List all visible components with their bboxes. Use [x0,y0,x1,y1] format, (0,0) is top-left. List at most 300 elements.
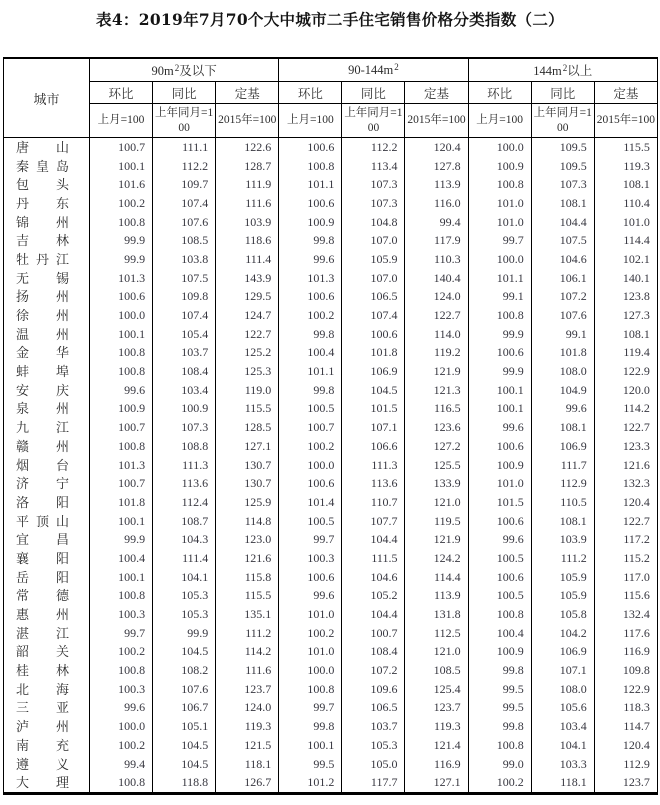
base-header-row [4,104,658,138]
index-value-cell: 119.5 [405,512,468,531]
index-value-cell: 104.6 [342,568,405,587]
index-value-cell: 115.8 [216,568,279,587]
index-value-cell: 108.7 [153,512,216,531]
table-row [4,213,658,232]
city-name: 牡 丹 江 [16,251,69,267]
group-label-suffix: 及以下 [179,64,217,78]
index-value-cell: 101.8 [90,493,153,512]
index-value-cell: 101.1 [279,175,342,194]
index-value-cell: 140.1 [594,269,657,288]
index-value-cell: 99.6 [531,400,594,419]
city-cell [4,680,90,699]
index-value-cell: 122.9 [594,680,657,699]
index-value-cell: 101.1 [468,269,531,288]
index-value-cell: 127.1 [216,437,279,456]
city-cell [4,138,90,157]
index-value-cell: 99.0 [468,755,531,774]
index-value-cell: 100.7 [279,418,342,437]
index-value-cell: 99.4 [405,213,468,232]
index-value-cell: 107.4 [153,194,216,213]
index-value-cell: 115.2 [594,549,657,568]
city-cell [4,493,90,512]
index-value-cell: 100.9 [153,400,216,419]
table-row [4,400,658,419]
index-value-cell: 100.8 [90,362,153,381]
city-name: 岳 阳 [16,569,69,585]
index-value-cell: 117.2 [594,530,657,549]
index-value-cell: 107.4 [153,306,216,325]
metric-header-yoy: 同比 [153,82,216,104]
city-name: 丹 东 [16,195,69,211]
metric-header-fixed-base: 定基 [216,82,279,104]
index-value-cell: 101.3 [279,269,342,288]
base-header-prev-month: 上月=100 [279,104,342,138]
city-name: 遵 义 [16,756,69,772]
index-value-cell: 100.7 [90,418,153,437]
city-cell [4,213,90,232]
index-value-cell: 105.8 [531,605,594,624]
index-value-cell: 143.9 [216,269,279,288]
table-row [4,138,658,157]
index-value-cell: 118.6 [216,231,279,250]
index-value-cell: 100.6 [279,474,342,493]
city-name: 襄 阳 [16,550,69,566]
index-value-cell: 99.8 [468,717,531,736]
index-value-cell: 100.6 [468,344,531,363]
city-cell [4,231,90,250]
table-row [4,456,658,475]
index-value-cell: 100.2 [279,624,342,643]
index-value-cell: 107.0 [342,269,405,288]
index-value-cell: 100.4 [468,624,531,643]
index-value-cell: 111.4 [153,549,216,568]
index-value-cell: 107.1 [342,418,405,437]
index-value-cell: 99.6 [90,381,153,400]
index-value-cell: 99.7 [468,231,531,250]
table-row [4,717,658,736]
index-value-cell: 108.5 [405,661,468,680]
index-value-cell: 115.5 [216,400,279,419]
city-name: 包 头 [16,177,69,193]
index-value-cell: 119.4 [594,344,657,363]
city-cell [4,250,90,269]
index-value-cell: 100.6 [279,138,342,157]
index-value-cell: 107.2 [531,288,594,307]
index-value-cell: 107.3 [342,175,405,194]
index-value-cell: 117.9 [405,231,468,250]
index-value-cell: 100.0 [468,250,531,269]
city-name: 无 锡 [16,270,69,286]
index-value-cell: 99.8 [279,325,342,344]
index-value-cell: 112.9 [594,755,657,774]
index-value-cell: 123.8 [594,288,657,307]
index-value-cell: 100.7 [342,624,405,643]
index-value-cell: 111.7 [531,456,594,475]
metric-header-row [4,82,658,104]
city-cell [4,175,90,194]
index-value-cell: 101.4 [279,493,342,512]
city-cell [4,736,90,755]
index-value-cell: 108.2 [153,661,216,680]
index-value-cell: 100.1 [90,325,153,344]
index-value-cell: 100.6 [279,568,342,587]
index-value-cell: 105.6 [531,699,594,718]
index-value-cell: 130.7 [216,456,279,475]
table-body [4,138,658,794]
index-value-cell: 105.3 [342,736,405,755]
index-value-cell: 104.4 [342,530,405,549]
city-name: 桂 林 [16,663,69,679]
index-value-cell: 104.5 [153,643,216,662]
city-cell [4,362,90,381]
index-value-cell: 99.9 [90,530,153,549]
index-value-cell: 105.3 [153,587,216,606]
index-value-cell: 118.3 [594,699,657,718]
index-value-cell: 124.7 [216,306,279,325]
index-value-cell: 99.8 [279,717,342,736]
index-value-cell: 100.0 [90,717,153,736]
index-value-cell: 104.9 [531,381,594,400]
city-column-header: 城市 [4,58,90,138]
index-value-cell: 114.4 [405,568,468,587]
index-value-cell: 111.4 [216,250,279,269]
city-cell [4,568,90,587]
index-value-cell: 117.6 [594,624,657,643]
index-value-cell: 106.5 [342,699,405,718]
index-value-cell: 113.6 [153,474,216,493]
index-value-cell: 107.5 [531,231,594,250]
index-value-cell: 105.0 [342,755,405,774]
index-value-cell: 127.3 [594,306,657,325]
index-value-cell: 122.7 [216,325,279,344]
table-row [4,344,658,363]
index-value-cell: 101.5 [342,400,405,419]
index-value-cell: 108.1 [531,512,594,531]
index-value-cell: 113.9 [405,175,468,194]
index-value-cell: 99.9 [90,250,153,269]
index-value-cell: 100.0 [279,661,342,680]
index-value-cell: 140.4 [405,269,468,288]
index-value-cell: 127.8 [405,157,468,176]
city-name: 三 亚 [16,700,69,716]
page-title: 表4：2019年7月70个大中城市二手住宅销售价格分类指数（二） [96,10,564,29]
group-header-90-144 [279,58,468,82]
city-name: 韶 关 [16,644,69,660]
index-value-cell: 114.7 [594,717,657,736]
index-value-cell: 115.5 [594,138,657,157]
index-value-cell: 100.2 [90,643,153,662]
table-row [4,699,658,718]
index-value-cell: 107.5 [153,269,216,288]
city-cell [4,288,90,307]
index-value-cell: 105.9 [531,568,594,587]
index-value-cell: 100.1 [468,400,531,419]
index-value-cell: 100.1 [90,568,153,587]
city-name: 唐 山 [16,139,69,155]
city-name: 大 理 [16,775,69,791]
index-value-cell: 113.9 [405,587,468,606]
index-value-cell: 100.8 [279,157,342,176]
index-value-cell: 101.6 [90,175,153,194]
index-value-cell: 100.2 [90,736,153,755]
index-value-cell: 119.0 [216,381,279,400]
index-value-cell: 121.6 [594,456,657,475]
index-value-cell: 121.6 [216,549,279,568]
index-value-cell: 104.2 [531,624,594,643]
index-value-cell: 100.8 [468,306,531,325]
index-value-cell: 99.1 [468,288,531,307]
index-value-cell: 122.7 [594,512,657,531]
index-value-cell: 104.6 [531,250,594,269]
index-value-cell: 104.3 [153,530,216,549]
index-value-cell: 121.0 [405,643,468,662]
index-value-cell: 100.7 [90,474,153,493]
index-value-cell: 108.4 [342,643,405,662]
index-value-cell: 103.4 [153,381,216,400]
index-value-cell: 108.1 [531,418,594,437]
index-value-cell: 107.4 [342,306,405,325]
index-value-cell: 105.2 [342,587,405,606]
index-value-cell: 114.0 [405,325,468,344]
index-value-cell: 128.7 [216,157,279,176]
metric-header-mom: 环比 [468,82,531,104]
index-value-cell: 99.6 [468,418,531,437]
city-name: 济 宁 [16,476,69,492]
city-cell [4,474,90,493]
index-value-cell: 122.7 [405,306,468,325]
index-value-cell: 99.7 [279,699,342,718]
price-index-table [3,57,658,795]
table-row [4,736,658,755]
city-name: 宜 昌 [16,532,69,548]
table-row [4,418,658,437]
superscript-2: 2 [174,63,180,73]
index-value-cell: 112.2 [153,157,216,176]
city-name: 吉 林 [16,233,69,249]
index-value-cell: 117.7 [342,773,405,793]
index-value-cell: 101.0 [468,194,531,213]
index-value-cell: 99.9 [153,624,216,643]
index-value-cell: 100.9 [279,213,342,232]
index-value-cell: 121.5 [216,736,279,755]
index-value-cell: 107.3 [531,175,594,194]
index-value-cell: 120.4 [405,138,468,157]
index-value-cell: 100.6 [468,512,531,531]
index-value-cell: 100.6 [342,325,405,344]
city-cell [4,269,90,288]
index-value-cell: 125.3 [216,362,279,381]
city-cell [4,381,90,400]
city-cell [4,418,90,437]
base-header-prev-month: 上月=100 [468,104,531,138]
index-value-cell: 109.5 [531,138,594,157]
index-value-cell: 114.2 [594,400,657,419]
index-value-cell: 106.5 [342,288,405,307]
index-value-cell: 105.4 [153,325,216,344]
index-value-cell: 100.6 [90,288,153,307]
city-cell [4,699,90,718]
index-value-cell: 100.8 [90,437,153,456]
index-value-cell: 99.6 [279,587,342,606]
table-row [4,773,658,793]
city-cell [4,530,90,549]
index-value-cell: 100.5 [468,587,531,606]
index-value-cell: 100.1 [90,512,153,531]
index-value-cell: 105.3 [153,605,216,624]
index-value-cell: 99.9 [468,325,531,344]
index-value-cell: 99.5 [468,699,531,718]
base-header-prev-year: 上年同月=100 [153,104,216,138]
index-value-cell: 100.9 [468,643,531,662]
index-value-cell: 115.5 [216,587,279,606]
index-value-cell: 124.2 [405,549,468,568]
index-value-cell: 111.3 [342,456,405,475]
index-value-cell: 99.6 [90,699,153,718]
city-cell [4,587,90,606]
base-header-prev-month: 上月=100 [90,104,153,138]
group-header-90-and-below [90,58,279,82]
index-value-cell: 111.6 [216,194,279,213]
index-value-cell: 104.1 [531,736,594,755]
table-row [4,530,658,549]
index-value-cell: 100.4 [90,549,153,568]
index-value-cell: 105.9 [531,587,594,606]
table-row [4,362,658,381]
index-value-cell: 107.0 [342,231,405,250]
index-value-cell: 105.9 [342,250,405,269]
city-name: 徐 州 [16,308,69,324]
metric-header-fixed-base: 定基 [594,82,657,104]
index-value-cell: 107.7 [342,512,405,531]
index-value-cell: 126.7 [216,773,279,793]
index-value-cell: 99.8 [468,661,531,680]
index-value-cell: 100.1 [279,736,342,755]
city-name: 北 海 [16,681,69,697]
index-value-cell: 120.4 [594,493,657,512]
city-cell [4,344,90,363]
index-value-cell: 100.1 [468,381,531,400]
index-value-cell: 101.3 [90,456,153,475]
index-value-cell: 123.7 [216,680,279,699]
index-value-cell: 116.5 [405,400,468,419]
index-value-cell: 111.6 [216,661,279,680]
index-value-cell: 120.4 [594,736,657,755]
index-value-cell: 101.0 [468,213,531,232]
index-value-cell: 103.8 [153,250,216,269]
index-value-cell: 112.4 [153,493,216,512]
index-value-cell: 100.0 [468,138,531,157]
city-cell [4,717,90,736]
index-value-cell: 125.5 [405,456,468,475]
index-value-cell: 111.2 [216,624,279,643]
index-value-cell: 116.9 [594,643,657,662]
index-value-cell: 103.7 [342,717,405,736]
index-value-cell: 106.9 [531,437,594,456]
index-value-cell: 108.1 [531,194,594,213]
index-value-cell: 101.1 [279,362,342,381]
table-row [4,643,658,662]
index-value-cell: 129.5 [216,288,279,307]
group-label-suffix: 以上 [567,64,593,78]
city-name: 平 顶 山 [16,513,69,529]
city-cell [4,194,90,213]
index-value-cell: 100.3 [279,549,342,568]
table-row [4,568,658,587]
index-value-cell: 135.1 [216,605,279,624]
index-value-cell: 100.6 [468,568,531,587]
index-value-cell: 125.2 [216,344,279,363]
index-value-cell: 114.8 [216,512,279,531]
index-value-cell: 100.8 [90,344,153,363]
city-name: 秦 皇 岛 [16,158,69,174]
index-value-cell: 118.1 [531,773,594,793]
index-value-cell: 101.8 [342,344,405,363]
table-row [4,194,658,213]
index-value-cell: 100.3 [90,680,153,699]
index-value-cell: 113.4 [342,157,405,176]
index-value-cell: 115.6 [594,587,657,606]
city-name: 蚌 埠 [16,364,69,380]
index-value-cell: 99.8 [279,381,342,400]
city-name: 赣 州 [16,438,69,454]
table-row [4,306,658,325]
city-cell [4,773,90,793]
index-value-cell: 123.7 [594,773,657,793]
city-name: 洛 阳 [16,494,69,510]
index-value-cell: 108.1 [594,325,657,344]
index-value-cell: 106.1 [531,269,594,288]
index-value-cell: 123.6 [405,418,468,437]
index-value-cell: 108.8 [153,437,216,456]
index-value-cell: 100.9 [90,400,153,419]
table-row [4,325,658,344]
index-value-cell: 118.8 [153,773,216,793]
index-value-cell: 100.3 [90,605,153,624]
index-value-cell: 121.3 [405,381,468,400]
index-value-cell: 111.9 [216,175,279,194]
city-cell [4,157,90,176]
index-value-cell: 108.4 [153,362,216,381]
index-value-cell: 124.0 [405,288,468,307]
city-cell [4,643,90,662]
index-value-cell: 104.5 [153,736,216,755]
index-value-cell: 101.0 [279,643,342,662]
index-value-cell: 103.9 [216,213,279,232]
index-value-cell: 110.4 [594,194,657,213]
metric-header-fixed-base: 定基 [405,82,468,104]
superscript-2: 2 [394,61,399,72]
index-value-cell: 116.9 [405,755,468,774]
index-value-cell: 103.9 [531,530,594,549]
base-header-2015: 2015年=100 [216,104,279,138]
index-value-cell: 109.8 [594,661,657,680]
index-value-cell: 100.9 [468,157,531,176]
index-value-cell: 119.3 [594,157,657,176]
index-value-cell: 106.6 [342,437,405,456]
index-value-cell: 125.4 [405,680,468,699]
index-value-cell: 100.2 [90,194,153,213]
index-value-cell: 104.8 [342,213,405,232]
index-value-cell: 99.7 [90,624,153,643]
index-value-cell: 99.6 [468,530,531,549]
index-value-cell: 108.1 [594,175,657,194]
index-value-cell: 109.7 [153,175,216,194]
city-name: 锦 州 [16,214,69,230]
city-cell [4,661,90,680]
index-value-cell: 110.3 [405,250,468,269]
superscript-2: 2 [562,63,568,73]
index-value-cell: 102.1 [594,250,657,269]
